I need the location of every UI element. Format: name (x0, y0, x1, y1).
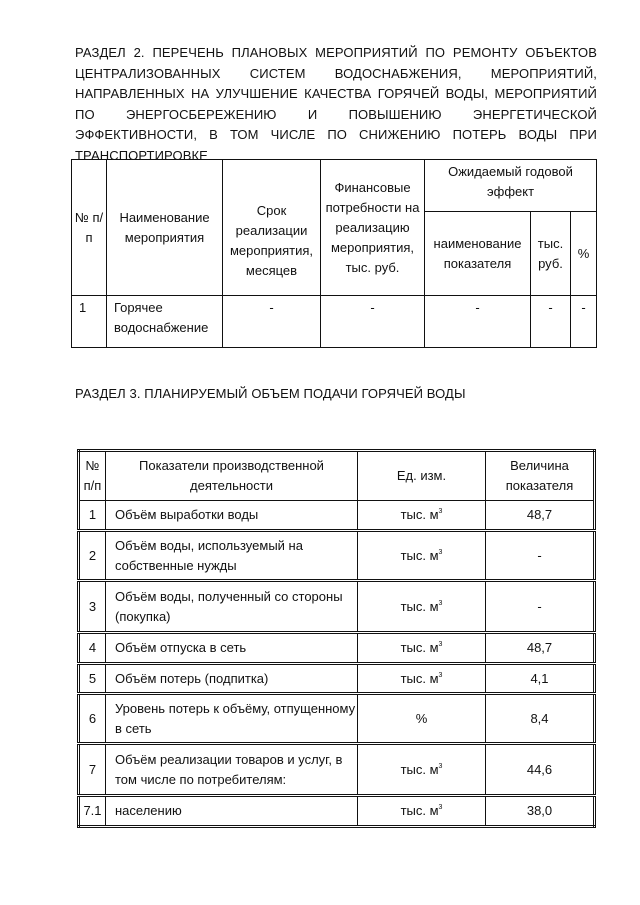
measures-table (71, 159, 597, 348)
row-name: Объём потерь (подпитка) (106, 664, 358, 694)
row-name: Объём отпуска в сеть (106, 633, 358, 664)
header-rub: тыс. руб. (531, 212, 571, 296)
row-value: - (486, 531, 595, 581)
header-percent: % (571, 212, 597, 296)
row-num: 2 (79, 531, 106, 581)
row-num: 7 (79, 744, 106, 796)
table-row (79, 581, 595, 633)
row-unit: тыс. $м^3$ (358, 796, 486, 827)
row-percent: - (571, 296, 597, 348)
section-3-title: РАЗДЕЛ 3. ПЛАНИРУЕМЫЙ ОБЪЕМ ПОДАЧИ ГОРЯЧЕЙ ВОДЫ (75, 386, 466, 401)
header-indicator: наименование показателя (425, 212, 531, 296)
row-value: 48,7 (486, 633, 595, 664)
row-num: 4 (79, 633, 106, 664)
row-name: Объём реализации товаров и услуг, в том числе по потребителям: (106, 744, 358, 796)
table-row (79, 694, 595, 744)
row-name: Объём воды, используемый на собственные нужды (106, 531, 358, 581)
row-value: 8,4 (486, 694, 595, 744)
table-row (79, 633, 595, 664)
header-indicator: Показатели производственной деятельности (106, 451, 358, 501)
header-num: № п/п (79, 451, 106, 501)
row-unit: тыс. $м^3$ (358, 531, 486, 581)
table-row (79, 531, 595, 581)
row-rub: - (531, 296, 571, 348)
row-num: 5 (79, 664, 106, 694)
header-term: Срок реализации мероприятия, месяцев (223, 160, 321, 296)
row-indicator: - (425, 296, 531, 348)
row-value: 44,6 (486, 744, 595, 796)
row-unit: тыс. $м^3$ (358, 581, 486, 633)
row-unit: % (358, 694, 486, 744)
row-value: 4,1 (486, 664, 595, 694)
row-name: Объём выработки воды (106, 501, 358, 531)
row-term: - (223, 296, 321, 348)
row-finance: - (321, 296, 425, 348)
row-value: 48,7 (486, 501, 595, 531)
row-name: населению (106, 796, 358, 827)
row-value: - (486, 581, 595, 633)
row-value: 38,0 (486, 796, 595, 827)
row-name: Горячее водоснабжение (107, 296, 223, 348)
row-unit: тыс. $м^3$ (358, 664, 486, 694)
table-row (79, 796, 595, 827)
table-row (79, 664, 595, 694)
row-num: 6 (79, 694, 106, 744)
header-unit: Ед. изм. (358, 451, 486, 501)
header-finance: Финансовые потребности на реализацию мероприятия, тыс. руб. (321, 160, 425, 296)
header-num: № п/п (72, 160, 107, 296)
header-effect: Ожидаемый годовой эффект (425, 160, 597, 212)
row-unit: тыс. $м^3$ (358, 744, 486, 796)
supply-volume-table (77, 449, 596, 828)
header-value: Величина показателя (486, 451, 595, 501)
row-name: Объём воды, полученный со стороны (покупка) (106, 581, 358, 633)
header-name: Наименование мероприятия (107, 160, 223, 296)
table-row (79, 744, 595, 796)
row-name: Уровень потерь к объёму, отпущенному в сеть (106, 694, 358, 744)
row-num: 3 (79, 581, 106, 633)
row-num: 1 (79, 501, 106, 531)
section-2-title: РАЗДЕЛ 2. ПЕРЕЧЕНЬ ПЛАНОВЫХ МЕРОПРИЯТИЙ ПО РЕМОНТУ ОБЪЕКТОВ ЦЕНТРАЛИЗОВАННЫХ СИСТЕМ ВОДОСНАБЖЕНИЯ, МЕРОПРИЯТИЙ, НАПРАВЛЕННЫХ НА УЛУЧШЕНИЕ КАЧЕСТВА ГОРЯЧЕЙ ВОДЫ, МЕРОПРИЯТИЙ ПО ЭНЕРГОСБЕРЕЖЕНИЮ И ПОВЫШЕНИЮ ЭНЕРГЕТИЧЕСКОЙ ЭФФЕКТИВНОСТИ, В ТОМ ЧИСЛЕ ПО СНИЖЕНИЮ ПОТЕРЬ ВОДЫ ПРИ ТРАНСПОРТИРОВКЕ (75, 45, 597, 163)
row-num: 1 (72, 296, 107, 348)
row-unit: тыс. $м^3$ (358, 633, 486, 664)
table-row (79, 501, 595, 531)
row-unit: тыс. $м^3$ (358, 501, 486, 531)
row-num: 7.1 (79, 796, 106, 827)
